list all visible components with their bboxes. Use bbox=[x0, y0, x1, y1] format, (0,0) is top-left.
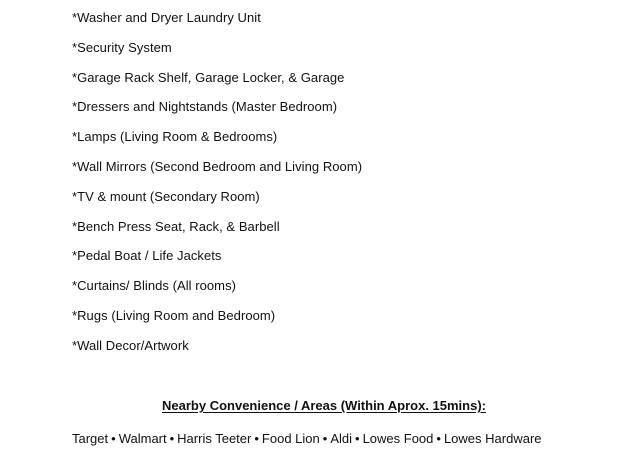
bullet-separator: • bbox=[169, 431, 175, 446]
list-item: *Security System bbox=[72, 39, 172, 55]
bullet-separator: • bbox=[322, 431, 328, 446]
list-item: *Bench Press Seat, Rack, & Barbell bbox=[72, 218, 280, 234]
list-item: *Pedal Boat / Life Jackets bbox=[72, 248, 222, 264]
list-item: *Wall Mirrors (Second Bedroom and Living Room) bbox=[72, 158, 363, 174]
store-name: Lowes Food bbox=[362, 431, 434, 446]
bullet-separator: • bbox=[355, 431, 360, 446]
store-name: Walmart bbox=[118, 431, 167, 446]
list-item: *Rugs (Living Room and Bedroom) bbox=[72, 307, 276, 323]
bullet-separator: • bbox=[436, 431, 441, 446]
bullet-separator: • bbox=[111, 431, 116, 446]
list-item: *Garage Rack Shelf, Garage Locker, & Garage bbox=[72, 69, 345, 85]
list-item: *Lamps (Living Room & Bedrooms) bbox=[72, 129, 278, 145]
nearby-stores-line bbox=[72, 429, 542, 449]
list-item: *TV & mount (Secondary Room) bbox=[72, 188, 260, 204]
store-name: Harris Teeter bbox=[177, 431, 252, 446]
list-item: *Dressers and Nightstands (Master Bedroom) bbox=[72, 99, 338, 115]
bullet-separator: • bbox=[254, 431, 259, 446]
list-item: *Wall Decor/Artwork bbox=[72, 337, 189, 353]
store-name: Target bbox=[72, 431, 109, 446]
list-item: *Washer and Dryer Laundry Unit bbox=[72, 10, 261, 25]
store-name: Food Lion bbox=[261, 431, 320, 446]
nearby-heading bbox=[0, 396, 640, 416]
store-name: Lowes Hardware bbox=[443, 431, 542, 446]
nearby-heading-text: Nearby Convenience / Areas (Within Aprox. 15mins): bbox=[162, 398, 486, 413]
list-item: *Curtains/ Blinds (All rooms) bbox=[72, 278, 236, 294]
store-name: Aldi bbox=[330, 431, 352, 446]
amenity-list bbox=[72, 8, 362, 366]
